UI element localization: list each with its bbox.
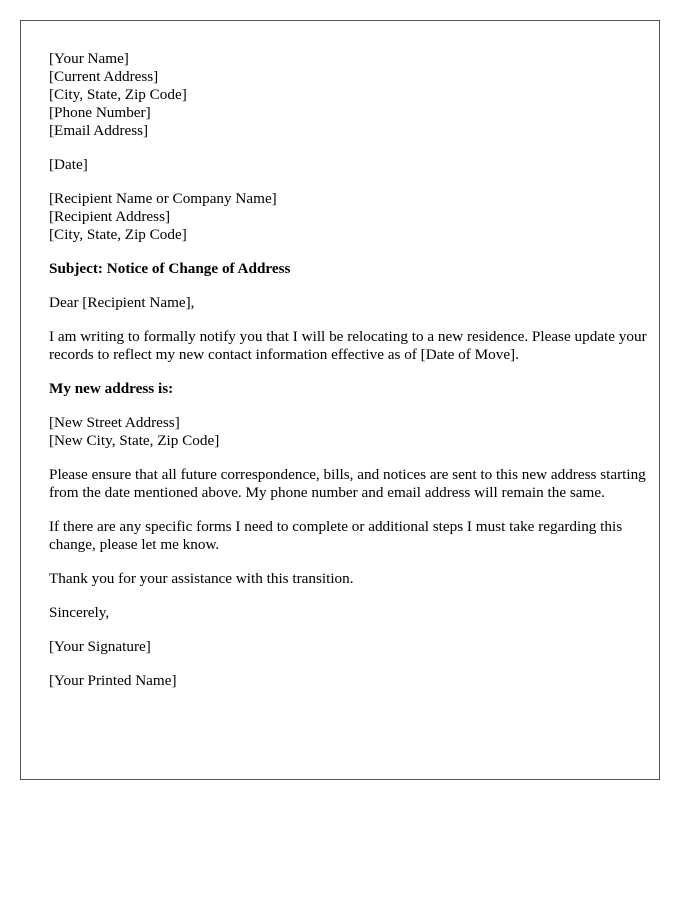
sender-city-state-zip: [City, State, Zip Code] bbox=[49, 86, 187, 103]
sender-phone: [Phone Number] bbox=[49, 104, 151, 121]
letter-body bbox=[49, 50, 649, 706]
sender-name: [Your Name] bbox=[49, 50, 129, 67]
new-city-state-zip: [New City, State, Zip Code] bbox=[49, 432, 220, 449]
sender-email: [Email Address] bbox=[49, 122, 149, 139]
printed-name: [Your Printed Name] bbox=[49, 672, 177, 689]
recipient-address: [Recipient Address] bbox=[49, 208, 171, 225]
letter-date: [Date] bbox=[49, 156, 88, 173]
recipient-city-state-zip: [City, State, Zip Code] bbox=[49, 226, 187, 243]
new-address-heading: My new address is: bbox=[49, 380, 174, 397]
salutation: Dear [Recipient Name], bbox=[49, 294, 195, 311]
date-block bbox=[49, 156, 649, 174]
closing: Sincerely, bbox=[49, 604, 110, 621]
new-address-block bbox=[49, 414, 649, 450]
paragraph-forms: If there are any specific forms I need to complete or additional steps I must take regarding this change, please let me know. bbox=[49, 518, 623, 553]
sender-address: [Current Address] bbox=[49, 68, 159, 85]
signature: [Your Signature] bbox=[49, 638, 151, 655]
letter-page bbox=[20, 20, 660, 780]
paragraph-thanks: Thank you for your assistance with this transition. bbox=[49, 570, 354, 587]
sender-block bbox=[49, 50, 649, 140]
new-street-address: [New Street Address] bbox=[49, 414, 180, 431]
recipient-block bbox=[49, 190, 649, 244]
paragraph-intro: I am writing to formally notify you that I will be relocating to a new residence. Please update your records to reflect my new contact information effective as of [Date of Move]. bbox=[49, 328, 647, 363]
subject-line: Subject: Notice of Change of Address bbox=[49, 260, 291, 277]
paragraph-correspondence: Please ensure that all future correspondence, bills, and notices are sent to this new address starting from the date mentioned above. My phone number and email address will remain the same. bbox=[49, 466, 646, 501]
recipient-name: [Recipient Name or Company Name] bbox=[49, 190, 277, 207]
